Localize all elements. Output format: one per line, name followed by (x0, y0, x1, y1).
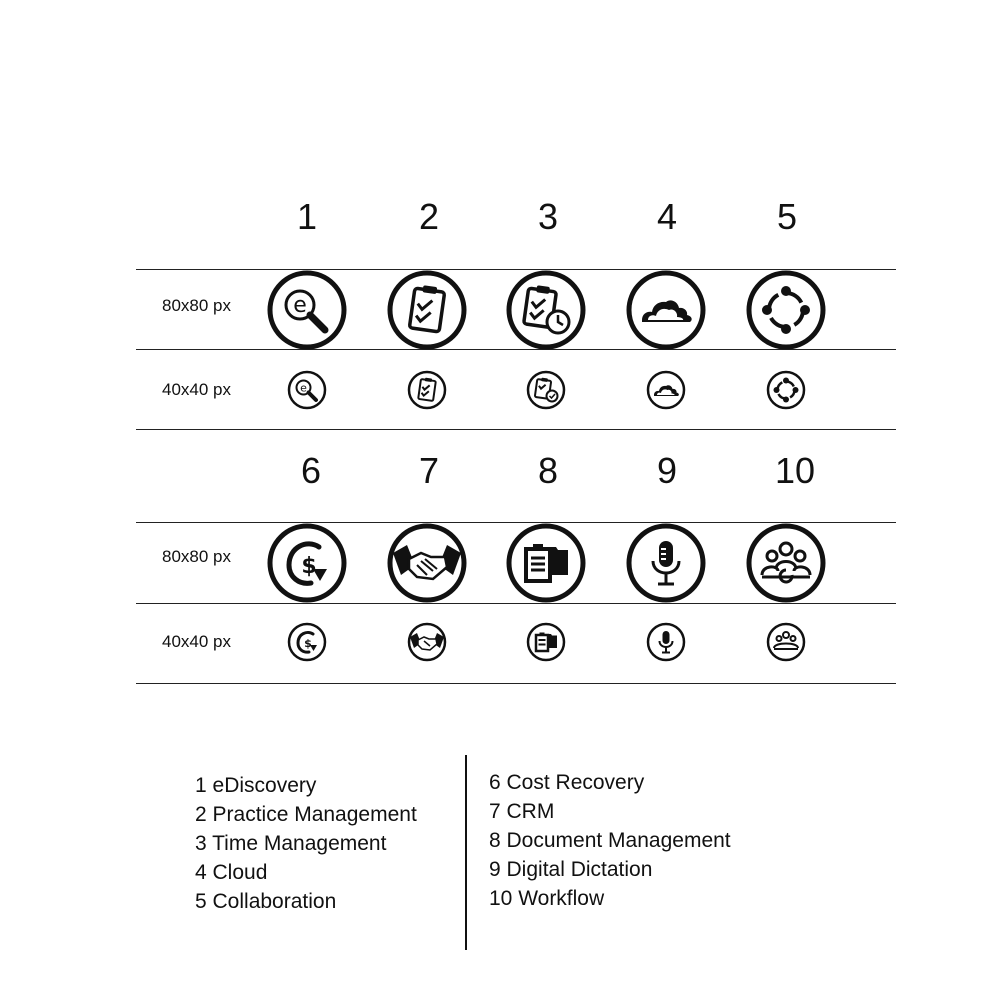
time-management-icon-small (526, 370, 566, 410)
document-management-icon-small (526, 622, 566, 662)
legend-item: 6 Cost Recovery (489, 771, 645, 794)
digital-dictation-icon (626, 523, 706, 603)
legend-item: 2 Practice Management (195, 803, 417, 826)
column-number-6: 6 (300, 450, 322, 491)
row-label-small: 40x40 px (162, 380, 231, 399)
workflow-icon (746, 523, 826, 603)
legend-item: 8 Document Management (489, 829, 731, 852)
collaboration-icon (746, 270, 826, 350)
table-rule (136, 429, 896, 430)
document-management-icon (506, 523, 586, 603)
cloud-icon-small (646, 370, 686, 410)
table-rule (136, 603, 896, 604)
legend-item: 5 Collaboration (195, 890, 337, 913)
svg-text:e: e (300, 381, 307, 395)
column-number-5: 5 (776, 196, 798, 237)
practice-management-icon (387, 270, 467, 350)
collaboration-icon-small (766, 370, 806, 410)
workflow-icon-small (766, 622, 806, 662)
time-management-icon (506, 270, 586, 350)
column-number-8: 8 (537, 450, 559, 491)
crm-handshake-icon (387, 523, 467, 603)
column-number-2: 2 (418, 196, 440, 237)
legend-item: 3 Time Management (195, 832, 387, 855)
cost-recovery-icon (267, 523, 347, 603)
svg-text:$: $ (304, 637, 312, 650)
row-label-small: 40x40 px (162, 632, 231, 651)
legend-left (195, 771, 417, 916)
legend-right (489, 768, 731, 913)
table-rule (136, 683, 896, 684)
cloud-icon (626, 270, 706, 350)
column-number-7: 7 (418, 450, 440, 491)
legend-divider (465, 755, 467, 950)
legend-item: 9 Digital Dictation (489, 858, 653, 881)
cost-recovery-icon-small (287, 622, 327, 662)
column-number-1: 1 (296, 196, 318, 237)
row-label-large: 80x80 px (162, 296, 231, 315)
column-number-4: 4 (656, 196, 678, 237)
digital-dictation-icon-small (646, 622, 686, 662)
column-number-9: 9 (656, 450, 678, 491)
row-label-large: 80x80 px (162, 547, 231, 566)
ediscovery-icon (267, 270, 347, 350)
legend-item: 10 Workflow (489, 887, 605, 910)
legend-item: 4 Cloud (195, 861, 268, 884)
svg-text:e: e (293, 293, 307, 318)
column-number-3: 3 (537, 196, 559, 237)
legend-item: 1 eDiscovery (195, 774, 317, 797)
column-number-10: 10 (774, 450, 816, 491)
ediscovery-icon-small (287, 370, 327, 410)
practice-management-icon-small (407, 370, 447, 410)
legend-item: 7 CRM (489, 800, 555, 823)
crm-handshake-icon-small (407, 622, 447, 662)
svg-text:$: $ (301, 554, 317, 579)
